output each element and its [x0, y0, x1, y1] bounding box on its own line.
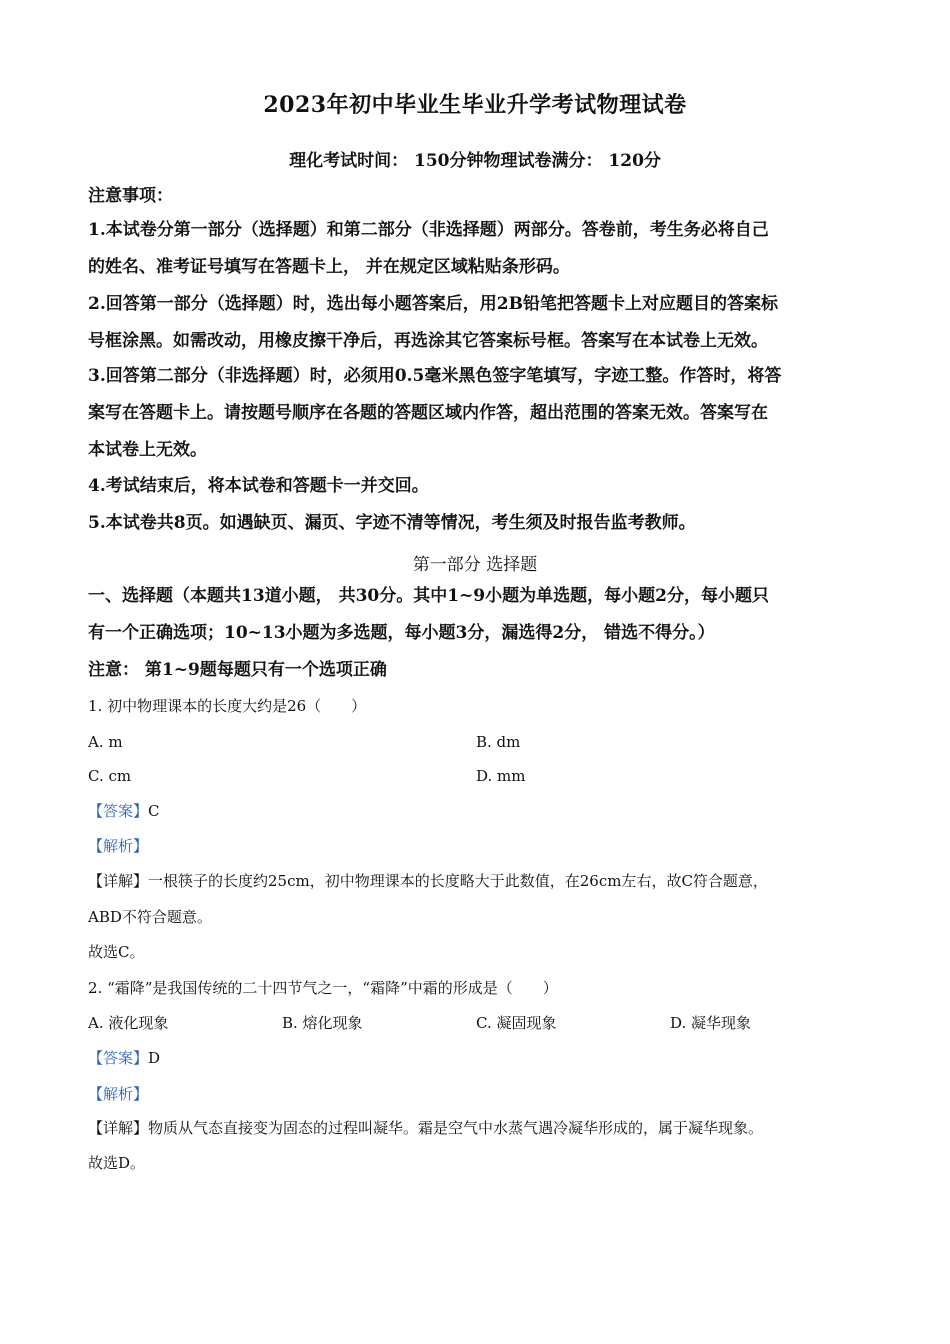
detail-tag: 【详解】 — [88, 872, 149, 890]
notice-line: 3.回答第二部分（非选择题）时，必须用0.5毫米黑色签字笔填写，字迹工整。作答时，将答 — [88, 366, 782, 386]
notice-line: 号框涂黑。如需改动，用橡皮擦干净后，再选涂其它答案标号框。答案写在本试卷上无效。 — [88, 331, 768, 351]
detail-tag: 【详解】 — [88, 1119, 149, 1137]
question-stem: 1. 初中物理课本的长度大约是26（ ） — [88, 697, 367, 715]
notice-line: 本试卷上无效。 — [88, 440, 207, 460]
answer-line — [88, 1048, 160, 1068]
analysis-tag: 【解析】 — [88, 1085, 149, 1103]
conclusion: 故选D。 — [88, 1154, 146, 1172]
notice-heading: 注意事项： — [88, 186, 173, 206]
answer-tag: 【答案】 — [88, 802, 149, 820]
detail-line — [88, 1118, 763, 1138]
option-b: B. dm — [476, 733, 521, 751]
option-a: A. m — [88, 733, 123, 751]
option-d: D. 凝华现象 — [670, 1014, 752, 1032]
section-intro: 有一个正确选项；10~13小题为多选题，每小题3分，漏选得2分， 错选不得分。） — [88, 623, 715, 643]
detail-line: ABD不符合题意。 — [88, 908, 212, 926]
option-a: A. 液化现象 — [88, 1014, 169, 1032]
analysis-tag: 【解析】 — [88, 837, 149, 855]
detail-text: 物质从气态直接变为固态的过程叫凝华。霜是空气中水蒸气遇冷凝华形成的，属于凝华现象。 — [148, 1119, 764, 1137]
option-c: C. 凝固现象 — [476, 1014, 557, 1032]
exam-info: 理化考试时间： 150分钟物理试卷满分： 120分 — [289, 151, 661, 171]
notice-line: 1.本试卷分第一部分（选择题）和第二部分（非选择题）两部分。答卷前，考生务必将自己 — [88, 220, 769, 240]
answer-value: D — [148, 1049, 161, 1067]
option-c: C. cm — [88, 767, 132, 785]
option-d: D. mm — [476, 767, 526, 785]
question-stem: 2. “霜降”是我国传统的二十四节气之一，“霜降”中霜的形成是（ ） — [88, 979, 558, 997]
notice-line: 的姓名、准考证号填写在答题卡上， 并在规定区域粘贴条形码。 — [88, 257, 570, 277]
section-heading: 第一部分 选择题 — [412, 555, 538, 575]
detail-text: 一根筷子的长度约25cm，初中物理课本的长度略大于此数值，在26cm左右，故C符合题意， — [148, 872, 768, 890]
answer-line — [88, 801, 160, 821]
notice-line: 4.考试结束后，将本试卷和答题卡一并交回。 — [88, 476, 429, 496]
conclusion: 故选C。 — [88, 943, 145, 961]
option-b: B. 熔化现象 — [282, 1014, 363, 1032]
notice-line: 2.回答第一部分（选择题）时，选出每小题答案后，用2B铅笔把答题卡上对应题目的答案标 — [88, 294, 778, 314]
answer-value: C — [148, 802, 160, 820]
detail-line — [88, 871, 768, 891]
section-intro: 一、选择题（本题共13道小题， 共30分。其中1~9小题为单选题，每小题2分，每小题只 — [88, 586, 769, 606]
page-title: 2023年初中毕业生毕业升学考试物理试卷 — [263, 92, 687, 118]
section-note: 注意： 第1~9题每题只有一个选项正确 — [88, 660, 387, 680]
notice-line: 案写在答题卡上。请按题号顺序在各题的答题区域内作答，超出范围的答案无效。答案写在 — [88, 403, 768, 423]
notice-line: 5.本试卷共8页。如遇缺页、漏页、字迹不清等情况，考生须及时报告监考教师。 — [88, 513, 696, 533]
answer-tag: 【答案】 — [88, 1049, 149, 1067]
